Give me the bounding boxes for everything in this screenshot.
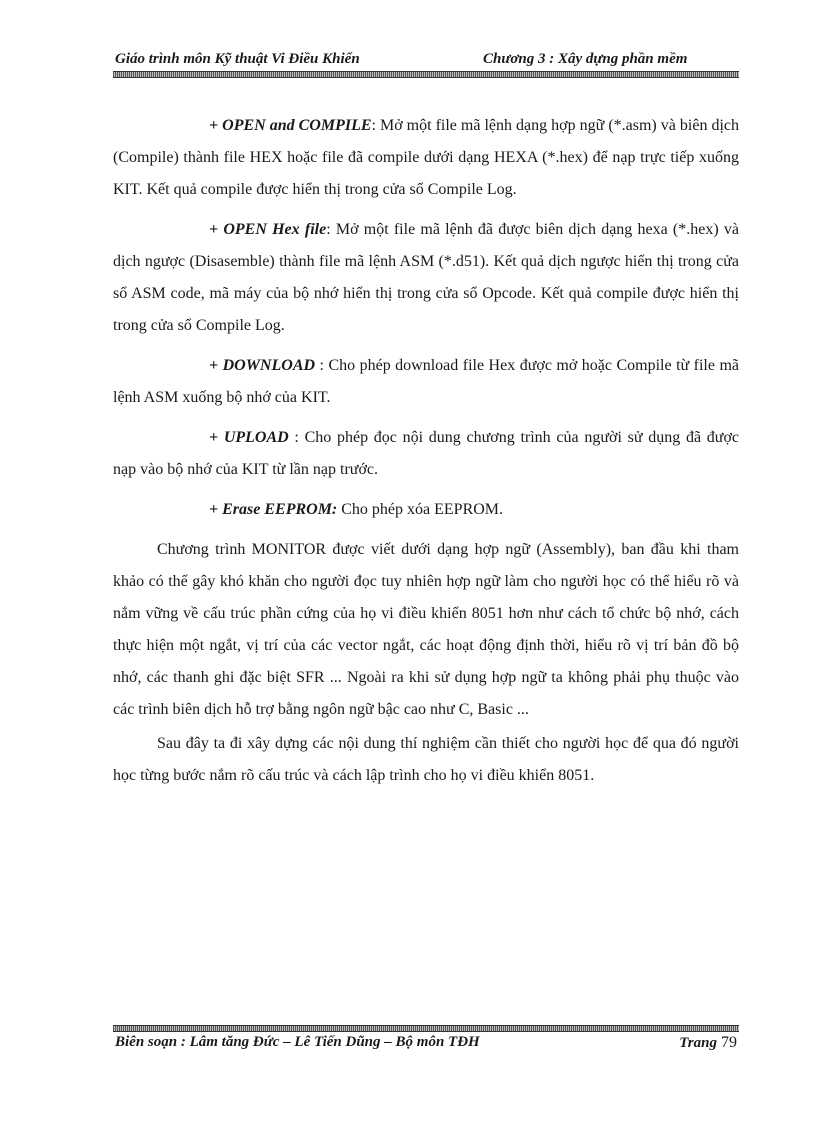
page-number-block bbox=[679, 1034, 737, 1052]
page-footer bbox=[113, 1034, 739, 1056]
item-title: + Erase EEPROM: bbox=[209, 501, 338, 518]
header-chapter-title: Chương 3 : Xây dựng phần mềm bbox=[483, 51, 688, 67]
item-text: Cho phép xóa EEPROM. bbox=[337, 501, 504, 518]
paragraph-next-steps: Sau đây ta đi xây dựng các nội dung thí nghiệm cần thiết cho người học để qua đó người học từng bước nắm rõ cấu trúc và cách lập trình cho họ vi điều khiển 8051. bbox=[113, 735, 739, 784]
item-erase-eeprom bbox=[113, 494, 739, 526]
item-text: : Cho phép đọc nội dung chương trình của người sử dụng đã được nạp vào bộ nhớ của KIT từ lần nạp trước. bbox=[113, 429, 740, 478]
footer-rule bbox=[113, 1025, 739, 1032]
item-upload bbox=[113, 422, 739, 486]
page-number: 79 bbox=[721, 1034, 737, 1051]
item-download bbox=[113, 350, 739, 414]
item-title: + DOWNLOAD bbox=[209, 357, 316, 374]
page-label: Trang bbox=[679, 1035, 717, 1051]
item-title: + UPLOAD bbox=[209, 429, 289, 446]
item-open-hex bbox=[113, 214, 739, 342]
item-title: + OPEN Hex file bbox=[209, 221, 327, 238]
page-body bbox=[113, 110, 739, 794]
item-text: : Cho phép download file Hex được mở hoặc Compile từ file mã lệnh ASM xuống bộ nhớ của KIT. bbox=[113, 357, 740, 406]
page-header bbox=[113, 51, 739, 71]
item-title: + OPEN and COMPILE bbox=[209, 117, 372, 134]
header-rule bbox=[113, 71, 739, 78]
item-open-compile bbox=[113, 110, 739, 206]
paragraph-monitor: Chương trình MONITOR được viết dưới dạng hợp ngữ (Assembly), ban đầu khi tham khảo có thể gây khó khăn cho người đọc tuy nhiên hợp ngữ làm cho người học có thể hiểu rõ và nắm vững về cấu trúc phần cứng của họ vi điều khiển 8051 hơn như cách tổ chức bộ nhớ, cách thực hiện một ngắt, vị trí của các vector ngắt, các hoạt động định thời, hiểu rõ vị trí bản đồ bộ nhớ, các thanh ghi đặc biệt SFR ... Ngoài ra khi sử dụng hợp ngữ ta không phải phụ thuộc vào các trình biên dịch hỗ trợ bằng ngôn ngữ bậc cao như C, Basic ... bbox=[113, 541, 739, 718]
header-course-title: Giáo trình môn Kỹ thuật Vi Điều Khiển bbox=[115, 51, 360, 67]
footer-authors: Biên soạn : Lâm tăng Đức – Lê Tiến Dũng – Bộ môn TĐH bbox=[115, 1034, 480, 1050]
item-text: : Mở một file mã lệnh dạng hợp ngữ (*.asm) và biên dịch (Compile) thành file HEX hoặc file đã compile dưới dạng HEXA (*.hex) để nạp trực tiếp xuống KIT. Kết quả compile được hiển thị trong cửa sổ Compile Log. bbox=[113, 117, 739, 198]
item-text: : Mở một file mã lệnh đã được biên dịch dạng hexa (*.hex) và dịch ngược (Disasemble) thành file mã lệnh ASM (*.d51). Kết quả dịch ngược hiển thị trong cửa sổ ASM code, mã máy của bộ nhớ hiển thị trong cửa sổ Opcode. Kết quả compile được hiển thị trong cửa sổ Compile Log. bbox=[113, 221, 739, 334]
